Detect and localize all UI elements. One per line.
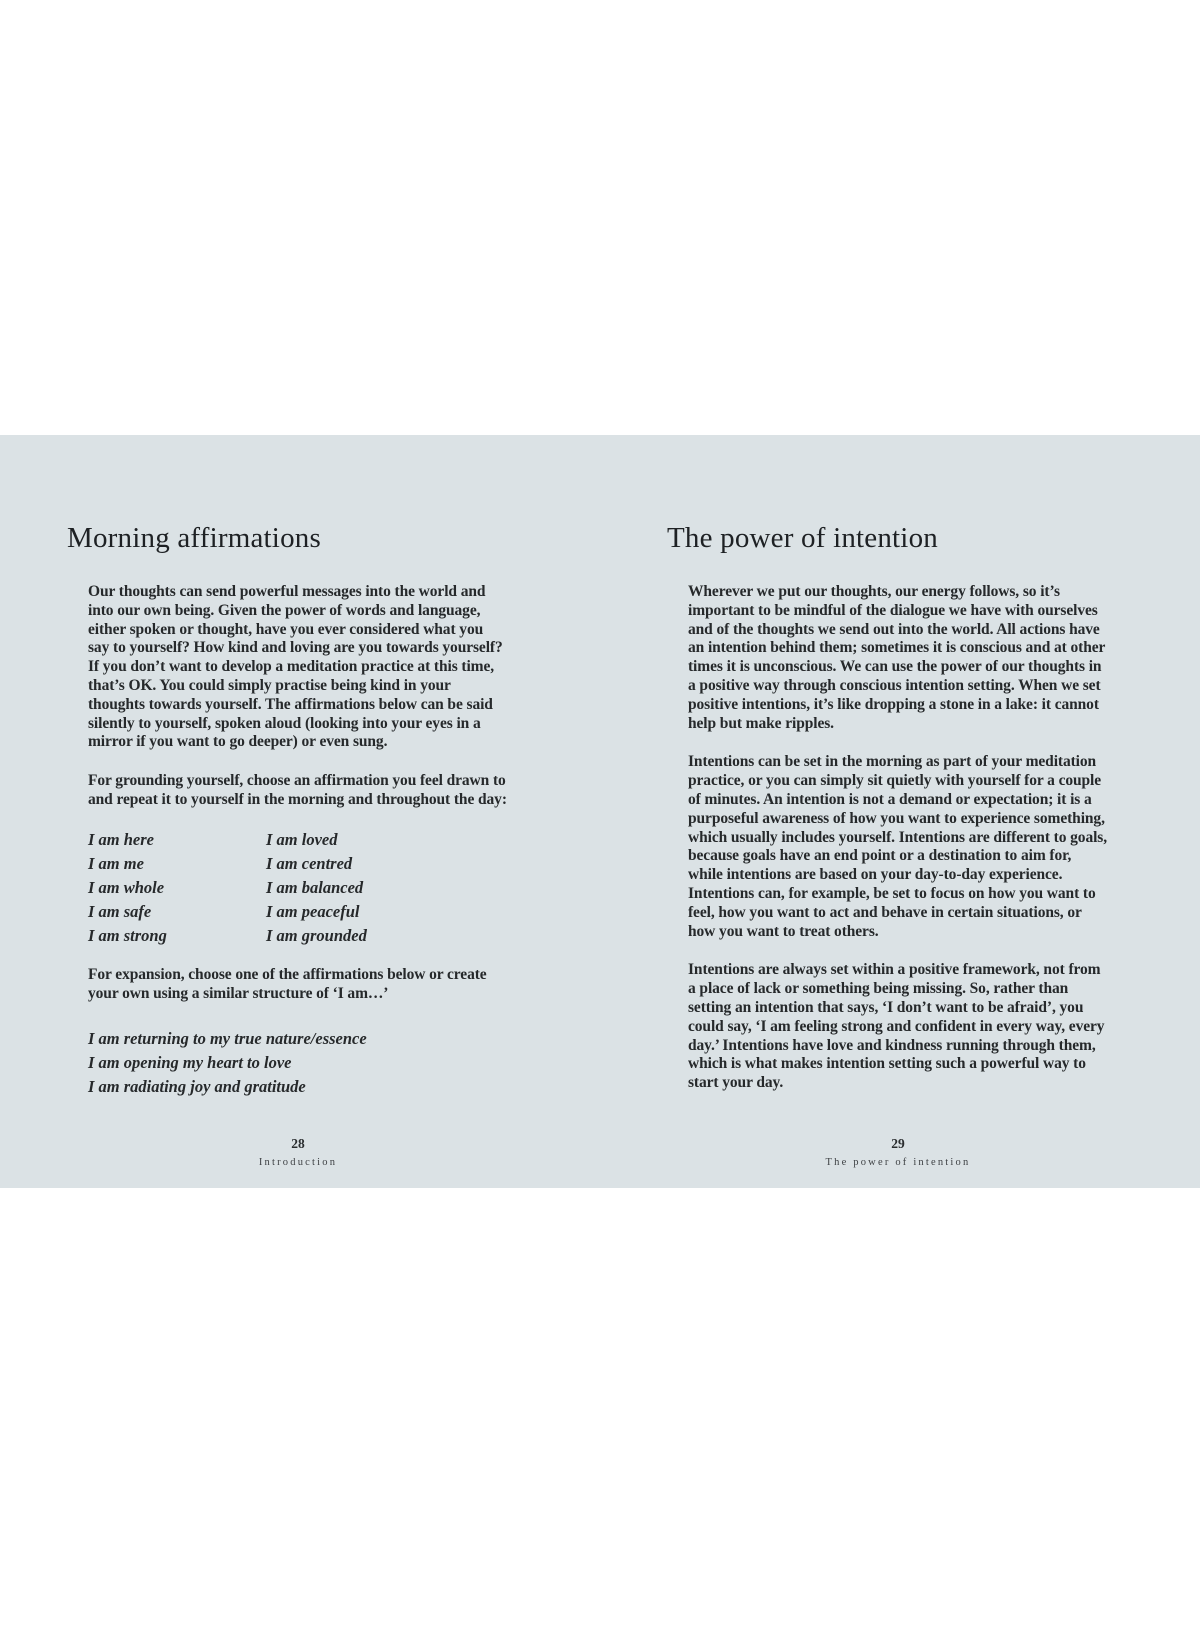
paragraph-expansion: For expansion, choose one of the affirmations below or create your own using a similar structure of ‘I am…’ [88, 965, 487, 1002]
expansion-affirmation-item: I am opening my heart to love [88, 1053, 292, 1073]
affirmation-item: I am peaceful [266, 901, 360, 921]
expansion-affirmations-list [88, 1027, 508, 1099]
affirmation-item: I am whole [88, 877, 165, 897]
affirmation-item: I am loved [266, 829, 338, 849]
paragraph-setting-intentions: Intentions can be set in the morning as part of your meditation practice, or you can simply sit quietly with yourself for a couple of minutes. An intention is not a demand or expectation; it is a purposeful awareness of how you want to experience something, which usually includes yourself. Intentions are different to goals, because goals have an end point or a destination to aim for, while intentions are based on your day-to-day experience. Intentions can, for example, be set to focus on how you want to feel, how you want to act and behave in certain situations, or how you want to treat others. [688, 753, 1108, 940]
affirmation-item: I am me [88, 853, 144, 873]
page-spread-background [0, 435, 1200, 1188]
affirmation-item: I am balanced [266, 877, 364, 897]
paragraph-thoughts-energy: Wherever we put our thoughts, our energy follows, so it’s important to be mindful of the dialogue we have with ourselves and of the thoughts we send out into the world. All actions have an intention behind them; sometimes it is conscious and at other times it is unconscious. We can use the power of our thoughts in a positive way through conscious intention setting. When we set positive intentions, it’s like dropping a stone in a lake: it cannot help but make ripples. [688, 583, 1106, 732]
affirmation-item: I am strong [88, 925, 167, 945]
paragraph-positive-framework: Intentions are always set within a positive framework, not from a place of lack or something being missing. So, rather than setting an intention that says, ‘I don’t want to be afraid’, you could say, ‘I am feeling strong and confident in every way, every day.’ Intentions have love and kindness running through them, which is what makes intention setting such a powerful way to start your day. [688, 961, 1105, 1092]
paragraph-grounding: For grounding yourself, choose an affirmation you feel drawn to and repeat it to yourself in the morning and throughout the day: [88, 772, 507, 808]
page-left [0, 435, 600, 1188]
page-number: 29 [891, 1136, 905, 1151]
affirmation-item: I am here [88, 829, 154, 849]
footer-section-label: Introduction [258, 1157, 338, 1168]
footer-section-label: The power of intention [825, 1157, 971, 1168]
expansion-affirmation-item: I am returning to my true nature/essence [88, 1029, 367, 1049]
affirmations-column-2 [266, 828, 466, 948]
right-page-footer [688, 1135, 1108, 1168]
affirmations-column-1 [88, 828, 266, 948]
affirmations-list [88, 828, 508, 948]
affirmation-item: I am grounded [266, 925, 367, 945]
affirmation-item: I am safe [88, 901, 152, 921]
page-right [600, 435, 1200, 1188]
right-page-title: The power of intention [667, 522, 938, 554]
left-page-footer [88, 1135, 508, 1168]
left-page-title: Morning affirmations [67, 522, 321, 554]
right-page-body [688, 583, 1108, 1113]
expansion-affirmation-item: I am radiating joy and gratitude [88, 1077, 306, 1097]
left-page-body [88, 583, 508, 1099]
page-number: 28 [291, 1136, 305, 1151]
affirmation-item: I am centred [266, 853, 353, 873]
paragraph-intro: Our thoughts can send powerful messages into the world and into our own being. Given the power of words and language, either spoken or thought, have you ever considered what you say to yourself? How kind and loving are you towards yourself? If you don’t want to develop a meditation practice at this time, that’s OK. You could simply practise being kind in your thoughts towards yourself. The affirmations below can be said silently to yourself, spoken aloud (looking into your eyes in a mirror if you want to go deeper) or even sung. [88, 583, 503, 751]
